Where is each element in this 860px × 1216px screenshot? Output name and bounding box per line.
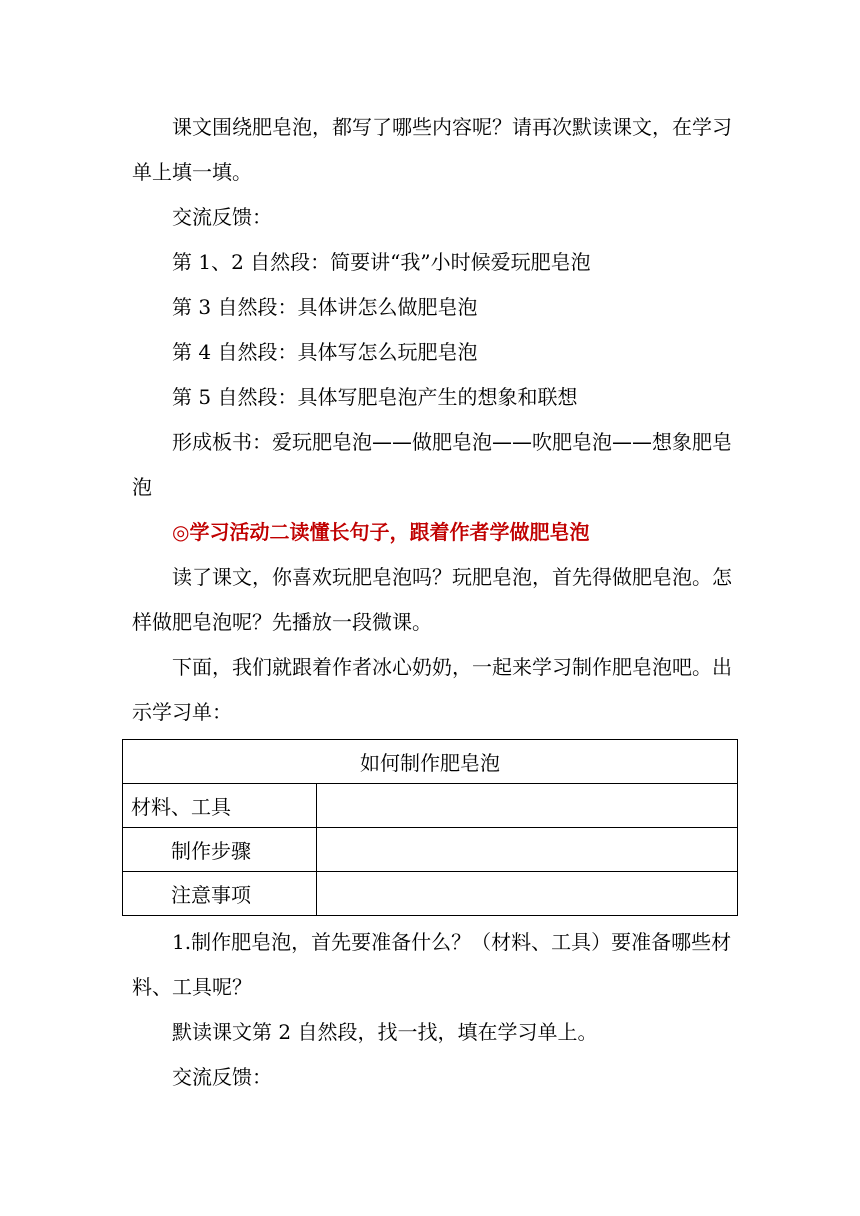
board-label: 形成板书： — [172, 430, 272, 454]
worksheet-row — [123, 828, 738, 872]
worksheet-row-label-materials: 材料、工具 — [123, 784, 317, 828]
worksheet-row — [123, 872, 738, 916]
paragraph-board — [132, 420, 742, 510]
paragraph-activity-intro: 读了课文，你喜欢玩肥皂泡吗？玩肥皂泡，首先得做肥皂泡。怎样做肥皂泡呢？先播放一段微课。 — [132, 565, 732, 634]
worksheet-row-value-steps — [317, 828, 738, 872]
document-body — [132, 105, 742, 1100]
worksheet-title-row — [123, 740, 738, 784]
paragraph-section-3: 第 3 自然段：具体讲怎么做肥皂泡 — [172, 295, 478, 319]
paragraph-intro: 课文围绕肥皂泡，都写了哪些内容呢？请再次默读课文，在学习单上填一填。 — [132, 115, 732, 184]
worksheet-row-value-notes — [317, 872, 738, 916]
worksheet-table — [122, 739, 738, 916]
worksheet-row — [123, 784, 738, 828]
board-text: 爱玩肥皂泡——做肥皂泡——吹肥皂泡——想象肥皂泡 — [132, 430, 732, 499]
paragraph-silent-reading: 默读课文第 2 自然段，找一找，填在学习单上。 — [172, 1020, 598, 1044]
paragraph-question-1: 1.制作肥皂泡，首先要准备什么？（材料、工具）要准备哪些材料、工具呢？ — [132, 930, 732, 999]
paragraph-feedback-label-2: 交流反馈： — [172, 1065, 272, 1089]
worksheet-title: 如何制作肥皂泡 — [123, 740, 738, 784]
worksheet-row-label-notes: 注意事项 — [123, 872, 317, 916]
worksheet-row-label-steps: 制作步骤 — [123, 828, 317, 872]
paragraph-section-4: 第 4 自然段：具体写怎么玩肥皂泡 — [172, 340, 478, 364]
activity-heading: ◎学习活动二读懂长句子，跟着作者学做肥皂泡 — [172, 520, 590, 544]
paragraph-section-1-2: 第 1、2 自然段：简要讲“我”小时候爱玩肥皂泡 — [172, 250, 591, 274]
worksheet-row-value-materials — [317, 784, 738, 828]
paragraph-feedback-label: 交流反馈： — [172, 205, 272, 229]
paragraph-worksheet-intro: 下面，我们就跟着作者冰心奶奶，一起来学习制作肥皂泡吧。出示学习单： — [132, 655, 732, 724]
paragraph-section-5: 第 5 自然段：具体写肥皂泡产生的想象和联想 — [172, 385, 578, 409]
